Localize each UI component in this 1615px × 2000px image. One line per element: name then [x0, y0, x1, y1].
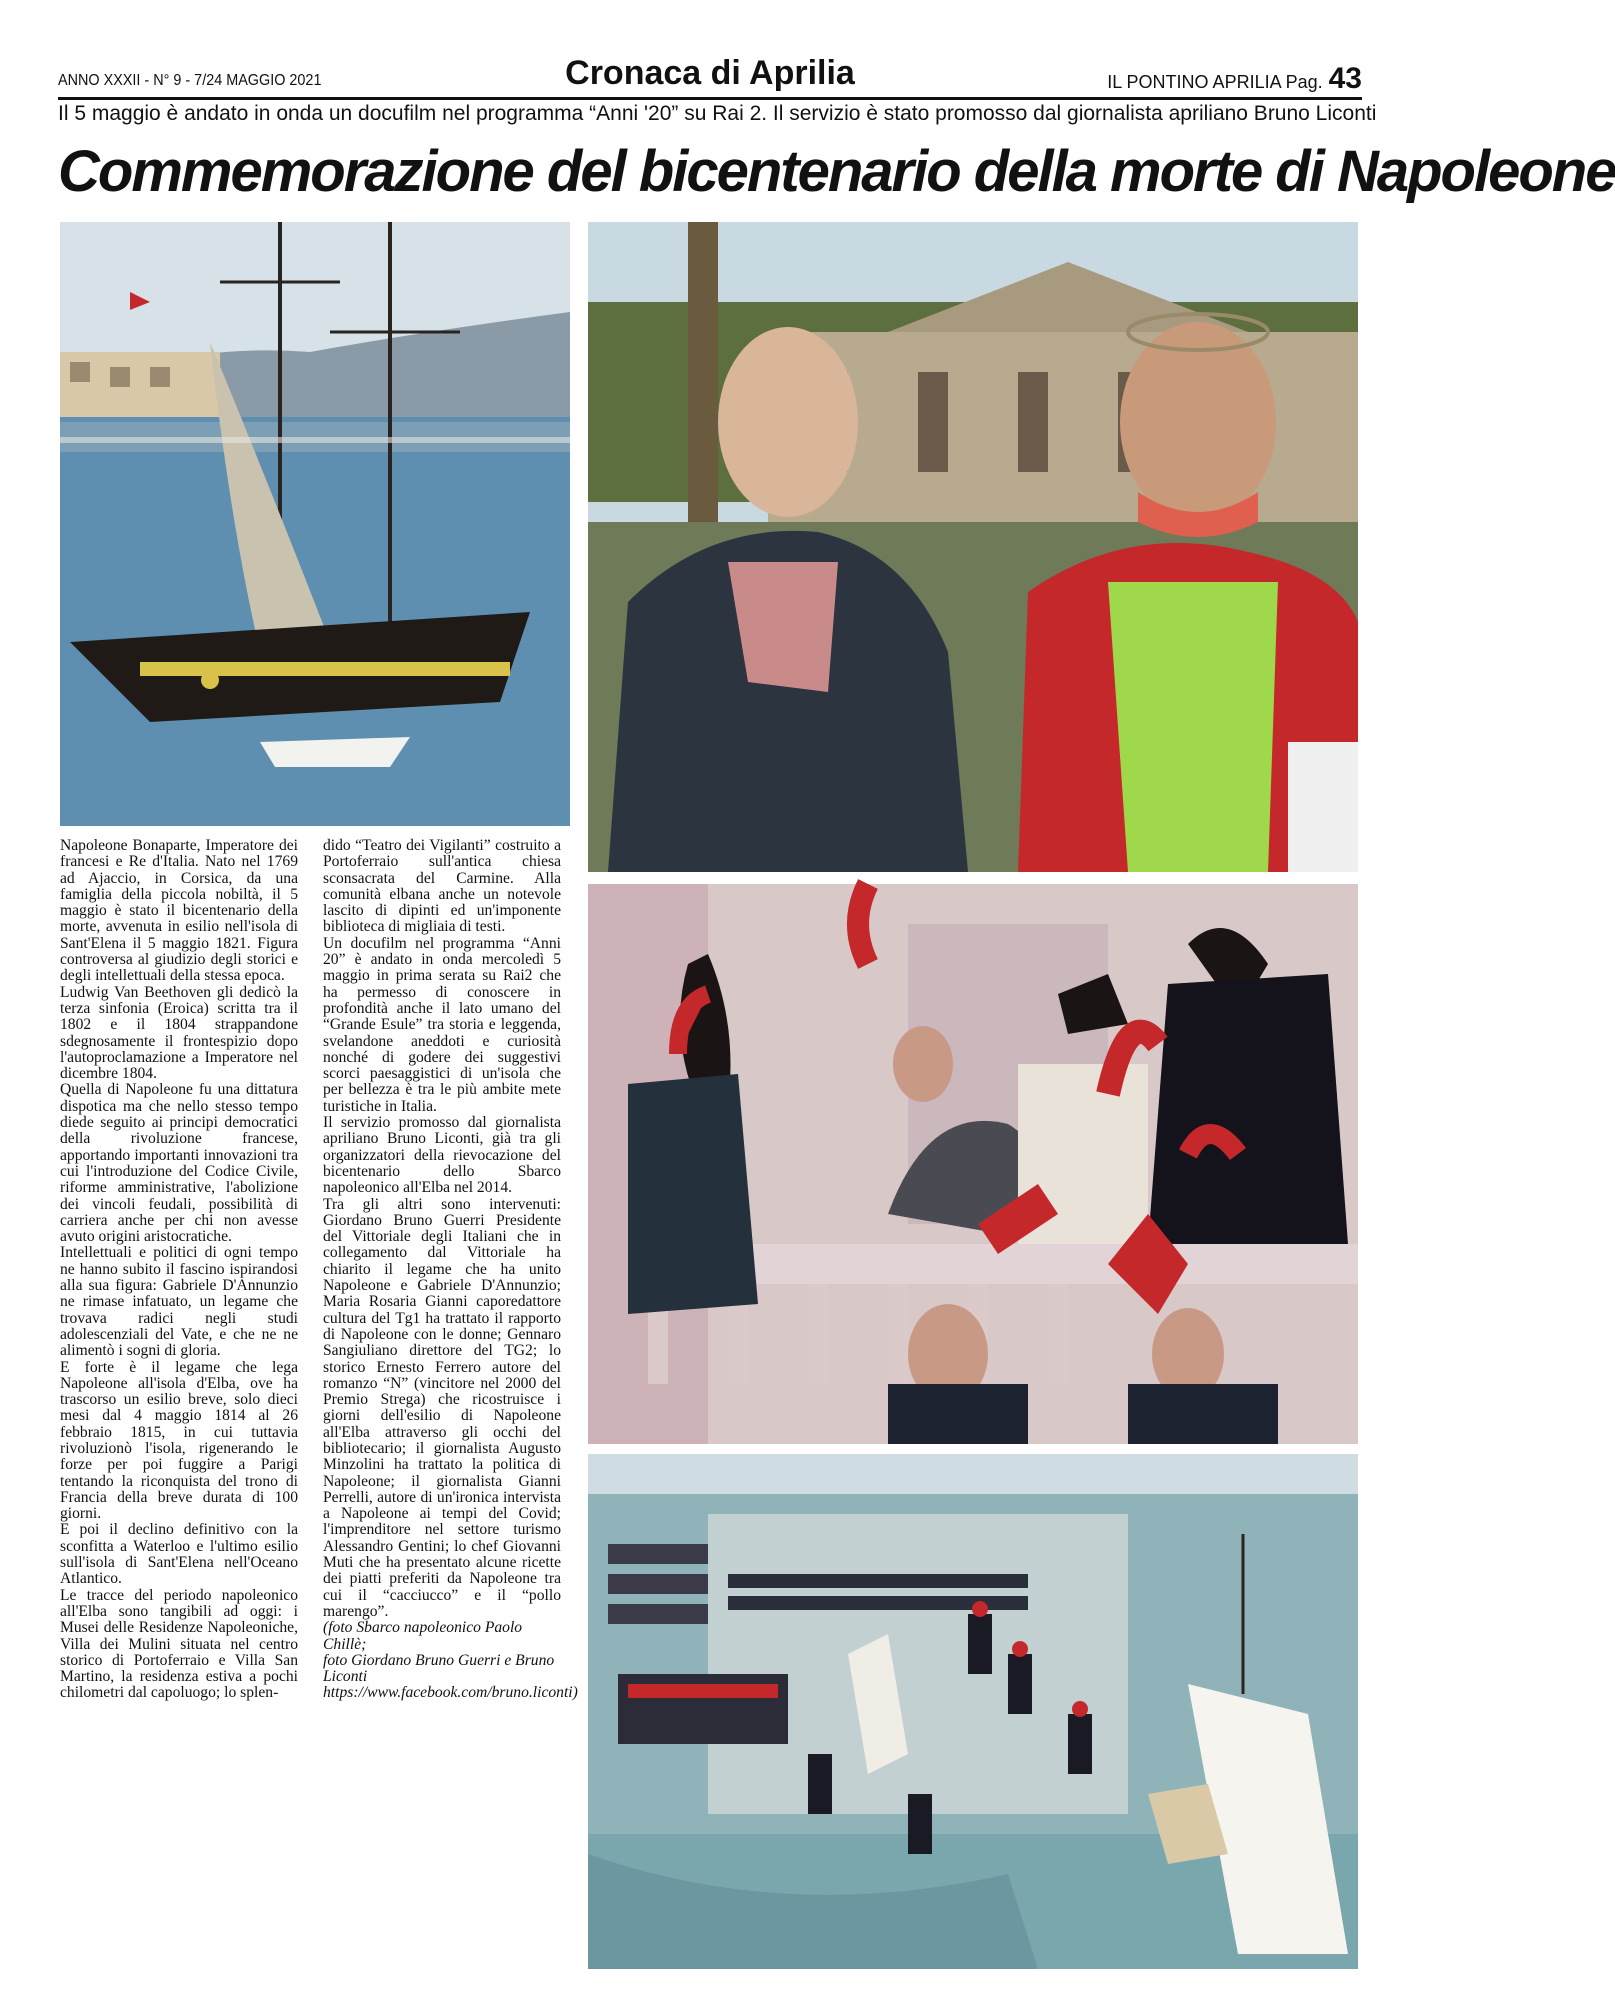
issue-info: ANNO XXXII - N° 9 - 7/24 MAGGIO 2021	[58, 72, 322, 89]
section-title: Cronaca di Aprilia	[565, 54, 855, 92]
article-paragraph: Tra gli altri sono intervenuti: Giordano Bruno Guerri Presidente del Vittoriale degli Italiani che in collegamento dal Vittoriale ha chiarito il legame che ha unito Napoleone e Gabriele D'Annunzio; Maria Rosaria Gianni caporedattore cultura del Tg1 ha trattato il rapporto di Napoleone con le donne; Gennaro Sangiuliano direttore del TG2; lo storico Ernesto Ferrero autore del romanzo “N” (vincitore nel 2000 del Premio Strega) che ricostruisce i giorni dell'esilio di Napoleone all'Elba attraverso gli occhi del bibliotecario; il giornalista Augusto Minzolini ha trattato la politica di Napoleone; il giornalista Gianni Perrelli, autore di un'ironica intervista a Napoleone ai tempi del Covid; l'imprenditore nel settore turismo Alessandro Gentini; lo chef Giovanni Muti che ha presentato alcune ricette dei piatti preferiti da Napoleone tra cui il “cacciucco” e il “pollo marengo”.	[323, 1195, 561, 1620]
soldiers-landing-image	[588, 1454, 1358, 1969]
article-paragraph: Il servizio promosso dal giornalista apriliano Bruno Liconti, già tra gli organizzatori della rievocazione del bicentenario dello Sbarco napoleonico all'Elba nel 2014.	[323, 1114, 561, 1197]
two-men-image	[588, 222, 1358, 872]
photo-napoleon-balcony	[588, 884, 1358, 1444]
napoleon-balcony-image	[588, 884, 1358, 1444]
masthead	[58, 52, 1362, 96]
masthead-rule	[58, 97, 1362, 100]
article-paragraph: Ludwig Van Beethoven gli dedicò la terza sinfonia (Eroica) scritta tra il 1802 e il 1804 strappandone sdegnosamente il frontespizio dopo l'autoproclamazione a Imperatore nel dicembre 1804.	[60, 983, 298, 1083]
headline: Commemorazione del bicentenario della morte di Napoleone	[58, 139, 1615, 204]
photo-soldiers-landing	[588, 1454, 1358, 1969]
publication-info	[1107, 62, 1362, 96]
page-number: 43	[1328, 62, 1362, 95]
article-paragraph: E forte è il legame che lega Napoleone all'isola d'Elba, ove ha trascorso un esilio breve, solo dieci mesi dal 4 maggio 1814 al 26 febbraio 1815, in cui tuttavia rivoluzionò l'isola, rigenerando le forze per poi fuggire a Parigi tentando la riconquista del trono di Francia della breve durata di 100 giorni.	[60, 1358, 298, 1523]
article-paragraph: Un docufilm nel programma “Anni 20” è andato in onda mercoledì 5 maggio in prima serata su Rai2 che ha permesso di conoscere in profondità anche il lato umano del “Grande Esule” tra storia e leggenda, svelandone aneddoti e curiosità nonché di godere dei suggestivi scorci paesaggistici di un'isola che per bellezza è tra le più ambite mete turistiche in Italia.	[323, 934, 561, 1115]
article-paragraph: E poi il declino definitivo con la sconfitta a Waterloo e l'ultimo esilio sull'isola di Sant'Elena nell'Oceano Atlantico.	[60, 1521, 298, 1588]
photo-two-men-villa	[588, 222, 1358, 872]
article-paragraph: Intellettuali e politici di ogni tempo ne hanno subito il fascino ispirandosi alla sua figura: Gabriele D'Annunzio ne rimase infatuato, un legame che trovava radici negli studi adolescenziali del Vate, e che ne ne alimentò i sogni di gloria.	[60, 1244, 298, 1360]
photo-tall-ship-harbor	[60, 222, 570, 826]
kicker: Il 5 maggio è andato in onda un docufilm nel programma “Anni '20” su Rai 2. Il servizio è stato promosso dal giornalista apriliano Bruno Liconti	[58, 102, 1377, 125]
tall-ship-image	[60, 222, 570, 826]
photo-credit: foto Giordano Bruno Guerri e Bruno Liconti	[323, 1651, 555, 1686]
article-column-2	[323, 837, 578, 1702]
photo-credit: (foto Sbarco napoleonico Paolo Chillè;	[323, 1619, 523, 1653]
article-column-1	[60, 838, 298, 1702]
article-paragraph: Quella di Napoleone fu una dittatura dispotica ma che nello stesso tempo diede seguito ai principi democratici della rivoluzione francese, apportando importanti innovazioni tra cui l'introduzione del Codice Civile, riforme amministrative, l'abolizione dei vincoli feudali, possibilità di carriera anche per chi non avesse avuto origini aristocratiche.	[60, 1081, 298, 1246]
article-paragraph: dido “Teatro dei Vigilanti” costruito a Portoferraio sull'antica chiesa sconsacrata del Carmine. Alla comunità elbana anche un notevole lascito di dipinti ed un'imponente biblioteca di migliaia di testi.	[323, 837, 561, 936]
article-paragraph: Le tracce del periodo napoleonico all'Elba sono tangibili ad oggi: i Musei delle Residenze Napoleoniche, Villa dei Mulini situata nel centro storico di Portoferraio e Villa San Martino, la residenza estiva a pochi chilometri dal capoluogo; lo splen-	[60, 1586, 298, 1702]
photo-credit-link[interactable]: https://www.facebook.com/bruno.liconti)	[323, 1684, 578, 1702]
article-paragraph: Napoleone Bonaparte, Imperatore dei francesi e Re d'Italia. Nato nel 1769 ad Ajaccio, in Corsica, da una famiglia della piccola nobiltà, il 5 maggio è stato il bicentenario della morte, avvenuta in esilio nell'isola di Sant'Elena il 5 maggio 1821. Figura controversa al giudizio degli storici e degli intellettuali della stessa epoca.	[60, 837, 298, 985]
publication-name: IL PONTINO APRILIA Pag.	[1107, 72, 1323, 92]
